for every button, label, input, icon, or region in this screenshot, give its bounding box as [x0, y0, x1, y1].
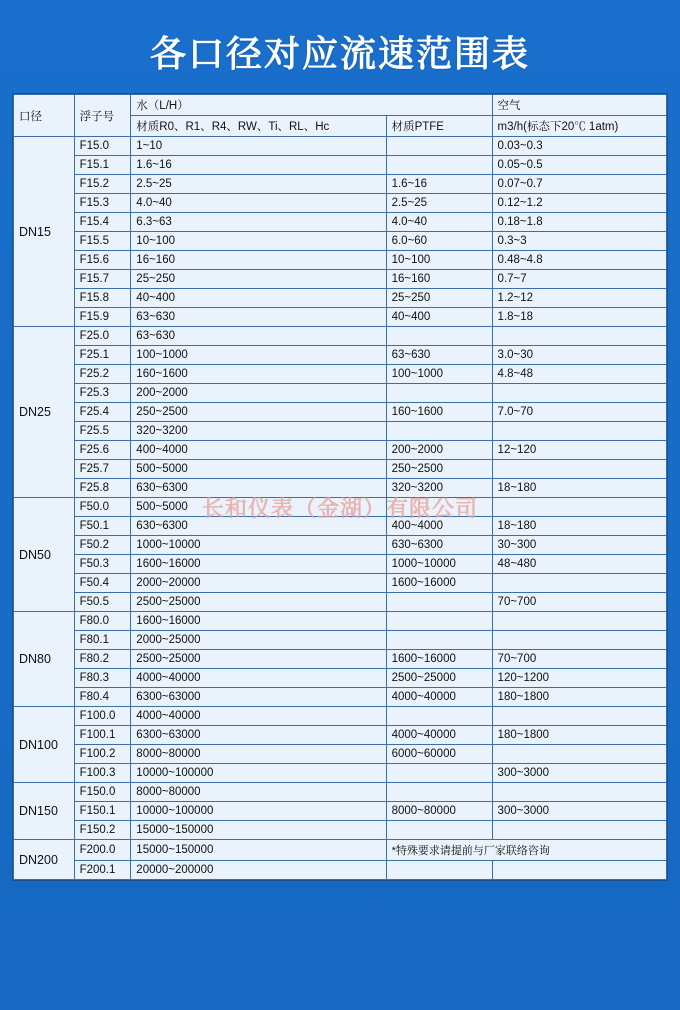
- table-row: [14, 783, 667, 802]
- table-row: [14, 593, 667, 612]
- cell-float-code: F80.2: [74, 650, 131, 669]
- cell-water-range: 6.3~63: [131, 213, 386, 232]
- cell-ptfe-range: 6.0~60: [386, 232, 492, 251]
- header-row-top: [14, 95, 667, 116]
- cell-float-code: F50.2: [74, 536, 131, 555]
- cell-air-range: [492, 327, 666, 346]
- cell-ptfe-range: [386, 783, 492, 802]
- cell-float-code: F200.0: [74, 840, 131, 861]
- cell-ptfe-range: [386, 327, 492, 346]
- cell-float-code: F25.1: [74, 346, 131, 365]
- page-title: 各口径对应流速范围表: [149, 33, 530, 74]
- cell-ptfe-range: 6000~60000: [386, 745, 492, 764]
- cell-ptfe-range: 2500~25000: [386, 669, 492, 688]
- cell-ptfe-range: 40~400: [386, 308, 492, 327]
- cell-water-range: 2500~25000: [131, 650, 386, 669]
- header-ptfe-material: 材质PTFE: [386, 116, 492, 137]
- table-row: [14, 555, 667, 574]
- cell-float-code: F15.1: [74, 156, 131, 175]
- cell-diameter: DN80: [14, 612, 75, 707]
- cell-ptfe-range: [386, 821, 492, 840]
- table-row: [14, 650, 667, 669]
- cell-water-range: 1600~16000: [131, 612, 386, 631]
- cell-air-range: 0.05~0.5: [492, 156, 666, 175]
- cell-air-range: [492, 745, 666, 764]
- cell-ptfe-range: [386, 498, 492, 517]
- table-row: [14, 669, 667, 688]
- cell-float-code: F25.6: [74, 441, 131, 460]
- cell-water-range: 25~250: [131, 270, 386, 289]
- header-diameter: 口径: [14, 95, 75, 137]
- table-row: [14, 460, 667, 479]
- table-row: [14, 194, 667, 213]
- cell-air-range: 1.2~12: [492, 289, 666, 308]
- cell-water-range: 2.5~25: [131, 175, 386, 194]
- cell-air-range: 4.8~48: [492, 365, 666, 384]
- cell-air-range: 0.07~0.7: [492, 175, 666, 194]
- cell-air-range: 7.0~70: [492, 403, 666, 422]
- table-row: [14, 745, 667, 764]
- cell-water-range: 1.6~16: [131, 156, 386, 175]
- cell-float-code: F25.3: [74, 384, 131, 403]
- cell-ptfe-range: 8000~80000: [386, 802, 492, 821]
- cell-ptfe-range: [386, 137, 492, 156]
- cell-air-range: 0.48~4.8: [492, 251, 666, 270]
- cell-diameter: DN150: [14, 783, 75, 840]
- table-row: [14, 861, 667, 880]
- cell-water-range: 4000~40000: [131, 707, 386, 726]
- cell-ptfe-range: 1.6~16: [386, 175, 492, 194]
- cell-float-code: F80.0: [74, 612, 131, 631]
- cell-water-range: 1600~16000: [131, 555, 386, 574]
- cell-water-range: 6300~63000: [131, 688, 386, 707]
- cell-ptfe-range: 4.0~40: [386, 213, 492, 232]
- table-row: [14, 536, 667, 555]
- cell-ptfe-range: [386, 384, 492, 403]
- cell-air-range: [492, 821, 666, 840]
- cell-water-range: 630~6300: [131, 517, 386, 536]
- cell-air-range: 0.7~7: [492, 270, 666, 289]
- table-row: [14, 707, 667, 726]
- table-row: [14, 403, 667, 422]
- cell-float-code: F100.3: [74, 764, 131, 783]
- cell-ptfe-range: 4000~40000: [386, 688, 492, 707]
- cell-water-range: 2500~25000: [131, 593, 386, 612]
- table-row: [14, 251, 667, 270]
- cell-air-range: 300~3000: [492, 802, 666, 821]
- cell-air-range: 0.12~1.2: [492, 194, 666, 213]
- cell-float-code: F200.1: [74, 861, 131, 880]
- cell-air-range: 0.3~3: [492, 232, 666, 251]
- cell-float-code: F50.1: [74, 517, 131, 536]
- table-row: [14, 441, 667, 460]
- table-row: [14, 574, 667, 593]
- cell-air-range: [492, 707, 666, 726]
- cell-ptfe-range: [386, 156, 492, 175]
- cell-water-range: 10000~100000: [131, 764, 386, 783]
- cell-ptfe-range: 1000~10000: [386, 555, 492, 574]
- cell-float-code: F25.5: [74, 422, 131, 441]
- table-row: [14, 213, 667, 232]
- cell-air-range: 300~3000: [492, 764, 666, 783]
- cell-air-range: 3.0~30: [492, 346, 666, 365]
- cell-float-code: F50.4: [74, 574, 131, 593]
- cell-float-code: F25.2: [74, 365, 131, 384]
- table-row: [14, 175, 667, 194]
- cell-ptfe-range: [386, 764, 492, 783]
- cell-float-code: F100.2: [74, 745, 131, 764]
- cell-air-range: [492, 861, 666, 880]
- cell-air-range: [492, 631, 666, 650]
- cell-ptfe-range: 4000~40000: [386, 726, 492, 745]
- table-row: [14, 498, 667, 517]
- cell-water-range: 8000~80000: [131, 783, 386, 802]
- cell-air-range: [492, 422, 666, 441]
- cell-float-code: F100.1: [74, 726, 131, 745]
- cell-ptfe-range: 630~6300: [386, 536, 492, 555]
- cell-air-range: [492, 783, 666, 802]
- cell-float-code: F150.1: [74, 802, 131, 821]
- cell-air-range: 120~1200: [492, 669, 666, 688]
- cell-ptfe-range: 1600~16000: [386, 650, 492, 669]
- cell-float-code: F15.0: [74, 137, 131, 156]
- cell-water-range: 630~6300: [131, 479, 386, 498]
- cell-water-range: 10000~100000: [131, 802, 386, 821]
- cell-water-range: 4000~40000: [131, 669, 386, 688]
- table-row: [14, 821, 667, 840]
- table-row: [14, 479, 667, 498]
- table-row: [14, 156, 667, 175]
- cell-water-range: 1000~10000: [131, 536, 386, 555]
- cell-ptfe-range: 250~2500: [386, 460, 492, 479]
- cell-air-range: [492, 498, 666, 517]
- table-row: [14, 232, 667, 251]
- cell-water-range: 40~400: [131, 289, 386, 308]
- cell-ptfe-range: 200~2000: [386, 441, 492, 460]
- cell-air-range: 180~1800: [492, 726, 666, 745]
- cell-float-code: F150.2: [74, 821, 131, 840]
- cell-float-code: F15.8: [74, 289, 131, 308]
- cell-ptfe-range: 100~1000: [386, 365, 492, 384]
- cell-water-range: 4.0~40: [131, 194, 386, 213]
- table-row: [14, 289, 667, 308]
- cell-float-code: F100.0: [74, 707, 131, 726]
- header-air-unit: m3/h(标态下20℃ 1atm): [492, 116, 666, 137]
- table-row: [14, 365, 667, 384]
- table-row: [14, 802, 667, 821]
- cell-ptfe-range: 63~630: [386, 346, 492, 365]
- cell-water-range: 63~630: [131, 327, 386, 346]
- cell-air-range: 18~180: [492, 517, 666, 536]
- cell-air-range: 0.18~1.8: [492, 213, 666, 232]
- cell-ptfe-range: [386, 707, 492, 726]
- cell-diameter: DN15: [14, 137, 75, 327]
- cell-ptfe-range: 400~4000: [386, 517, 492, 536]
- cell-air-range: 70~700: [492, 593, 666, 612]
- cell-ptfe-range: 16~160: [386, 270, 492, 289]
- cell-water-range: 20000~200000: [131, 861, 386, 880]
- cell-float-code: F50.3: [74, 555, 131, 574]
- cell-float-code: F15.7: [74, 270, 131, 289]
- cell-water-range: 160~1600: [131, 365, 386, 384]
- table-header: [14, 95, 667, 137]
- cell-water-range: 8000~80000: [131, 745, 386, 764]
- table-row: [14, 327, 667, 346]
- cell-diameter: DN200: [14, 840, 75, 880]
- table-row: [14, 612, 667, 631]
- table-row: [14, 764, 667, 783]
- header-air: 空气: [492, 95, 666, 116]
- cell-water-range: 500~5000: [131, 498, 386, 517]
- cell-float-code: F50.0: [74, 498, 131, 517]
- cell-float-code: F25.4: [74, 403, 131, 422]
- cell-water-range: 63~630: [131, 308, 386, 327]
- cell-float-code: F15.4: [74, 213, 131, 232]
- cell-water-range: 10~100: [131, 232, 386, 251]
- cell-water-range: 2000~20000: [131, 574, 386, 593]
- cell-ptfe-range: [386, 631, 492, 650]
- cell-float-code: F15.2: [74, 175, 131, 194]
- cell-special-note: *特殊要求请提前与厂家联络咨询: [386, 840, 666, 861]
- cell-float-code: F15.5: [74, 232, 131, 251]
- table-row: [14, 422, 667, 441]
- cell-water-range: 500~5000: [131, 460, 386, 479]
- cell-ptfe-range: [386, 593, 492, 612]
- cell-ptfe-range: 160~1600: [386, 403, 492, 422]
- table-row: [14, 688, 667, 707]
- cell-water-range: 250~2500: [131, 403, 386, 422]
- cell-float-code: F25.7: [74, 460, 131, 479]
- table-row: [14, 308, 667, 327]
- cell-ptfe-range: 10~100: [386, 251, 492, 270]
- cell-diameter: DN50: [14, 498, 75, 612]
- cell-air-range: 0.03~0.3: [492, 137, 666, 156]
- cell-air-range: 48~480: [492, 555, 666, 574]
- table-row: [14, 517, 667, 536]
- cell-float-code: F15.3: [74, 194, 131, 213]
- table-row: [14, 270, 667, 289]
- cell-air-range: 18~180: [492, 479, 666, 498]
- cell-ptfe-range: 25~250: [386, 289, 492, 308]
- header-float-code: 浮子号: [74, 95, 131, 137]
- cell-float-code: F50.5: [74, 593, 131, 612]
- table-row: [14, 346, 667, 365]
- cell-float-code: F15.6: [74, 251, 131, 270]
- cell-air-range: 12~120: [492, 441, 666, 460]
- cell-water-range: 15000~150000: [131, 821, 386, 840]
- cell-ptfe-range: 320~3200: [386, 479, 492, 498]
- table-row: [14, 137, 667, 156]
- table-body: [14, 137, 667, 880]
- cell-ptfe-range: [386, 861, 492, 880]
- cell-ptfe-range: [386, 612, 492, 631]
- cell-water-range: 15000~150000: [131, 840, 386, 861]
- cell-water-range: 400~4000: [131, 441, 386, 460]
- cell-air-range: [492, 384, 666, 403]
- cell-water-range: 320~3200: [131, 422, 386, 441]
- cell-float-code: F25.8: [74, 479, 131, 498]
- cell-float-code: F25.0: [74, 327, 131, 346]
- cell-ptfe-range: 1600~16000: [386, 574, 492, 593]
- cell-ptfe-range: 2.5~25: [386, 194, 492, 213]
- cell-water-range: 16~160: [131, 251, 386, 270]
- cell-water-range: 2000~25000: [131, 631, 386, 650]
- cell-air-range: 180~1800: [492, 688, 666, 707]
- header-water-material: 材质R0、R1、R4、RW、Ti、RL、Hc: [131, 116, 386, 137]
- cell-float-code: F80.3: [74, 669, 131, 688]
- cell-diameter: DN25: [14, 327, 75, 498]
- header-water: 水（L/H）: [131, 95, 492, 116]
- cell-diameter: DN100: [14, 707, 75, 783]
- cell-float-code: F80.4: [74, 688, 131, 707]
- cell-air-range: [492, 460, 666, 479]
- flow-range-table: [13, 94, 667, 880]
- cell-float-code: F150.0: [74, 783, 131, 802]
- cell-water-range: 200~2000: [131, 384, 386, 403]
- cell-air-range: 70~700: [492, 650, 666, 669]
- cell-ptfe-range: [386, 422, 492, 441]
- cell-air-range: [492, 612, 666, 631]
- cell-air-range: 1.8~18: [492, 308, 666, 327]
- table-row: [14, 631, 667, 650]
- cell-water-range: 6300~63000: [131, 726, 386, 745]
- watermark-text: 长和仪表（金湖）有限公司: [201, 496, 478, 521]
- cell-air-range: 30~300: [492, 536, 666, 555]
- cell-float-code: F15.9: [74, 308, 131, 327]
- table-row: [14, 384, 667, 403]
- cell-float-code: F80.1: [74, 631, 131, 650]
- cell-water-range: 100~1000: [131, 346, 386, 365]
- table-row: [14, 726, 667, 745]
- flow-range-table-wrapper: [12, 93, 668, 881]
- cell-water-range: 1~10: [131, 137, 386, 156]
- table-row: [14, 840, 667, 861]
- cell-air-range: [492, 574, 666, 593]
